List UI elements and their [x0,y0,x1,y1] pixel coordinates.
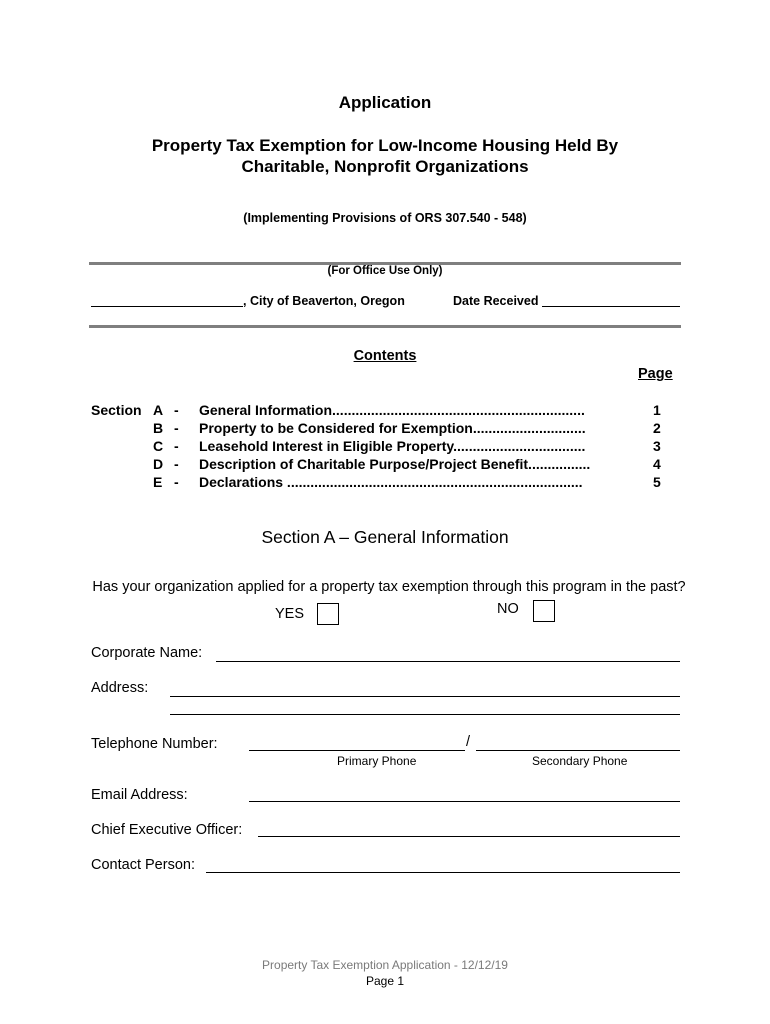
address-field-line-1[interactable] [170,696,680,697]
no-label: NO [497,601,519,617]
toc-page-number: 5 [653,474,661,490]
toc-page-number: 1 [653,402,661,418]
footer-document-name: Property Tax Exemption Application - 12/12/19 [262,958,508,972]
phone-separator: / [466,734,471,750]
toc-row-e [0,474,770,492]
no-checkbox[interactable] [533,600,555,622]
toc-title: Description of Charitable Purpose/Project Benefit................ [199,456,591,472]
date-received-label: Date Received [453,294,539,308]
address-field-line-2[interactable] [170,714,680,715]
toc-title: General Information................................................................. [199,402,585,418]
city-label: , City of Beaverton, Oregon [243,294,405,308]
contents-heading: Contents [353,348,417,364]
toc-dash: - [174,474,179,490]
toc-row-b [0,420,770,438]
toc-letter: C [153,438,164,454]
office-use-heading: (For Office Use Only) [327,265,443,277]
toc-row-a [0,402,770,420]
toc-page-number: 2 [653,420,661,436]
primary-phone-caption: Primary Phone [337,754,417,768]
document-title: Application [338,93,432,112]
toc-dash: - [174,456,179,472]
page-column-heading: Page [638,366,673,382]
toc-title: Leasehold Interest in Eligible Property.................................. [199,438,586,454]
toc-dash: - [174,420,179,436]
ceo-field[interactable] [258,836,680,837]
primary-phone-field[interactable] [249,750,465,751]
office-use-bottom-rule [89,325,681,328]
toc-dash: - [174,438,179,454]
toc-page-number: 4 [653,456,661,472]
secondary-phone-field[interactable] [476,750,680,751]
yes-label: YES [275,606,305,622]
toc-dash: - [174,402,179,418]
toc-row-d [0,456,770,474]
toc-letter: D [153,456,164,472]
secondary-phone-caption: Secondary Phone [532,754,628,768]
ceo-label: Chief Executive Officer: [91,822,243,838]
toc-page-number: 3 [653,438,661,454]
prior-application-question: Has your organization applied for a property tax exemption through this program in the past? [92,579,686,595]
section-word: Section [91,402,142,418]
toc-title: Property to be Considered for Exemption............................. [199,420,586,436]
footer-page-number: Page 1 [365,974,405,988]
toc-title: Declarations ............................................................................ [199,474,583,490]
email-label: Email Address: [91,787,188,803]
document-subtitle-line-1: Property Tax Exemption for Low-Income Housing Held By [151,136,619,155]
yes-checkbox[interactable] [317,603,339,625]
address-label: Address: [91,680,149,696]
document-subtitle-line-2: Charitable, Nonprofit Organizations [241,157,529,176]
city-blank-line[interactable] [91,306,243,307]
contact-person-label: Contact Person: [91,857,195,873]
toc-letter: E [153,474,163,490]
section-a-heading: Section A – General Information [261,527,509,547]
email-field[interactable] [249,801,680,802]
corporate-name-field[interactable] [216,661,680,662]
provisions-note: (Implementing Provisions of ORS 307.540 - 548) [243,211,527,225]
toc-letter: B [153,420,164,436]
date-received-blank-line[interactable] [542,306,680,307]
toc-row-c [0,438,770,456]
corporate-name-label: Corporate Name: [91,645,203,661]
toc-letter: A [153,402,164,418]
telephone-label: Telephone Number: [91,736,218,752]
contact-person-field[interactable] [206,872,680,873]
